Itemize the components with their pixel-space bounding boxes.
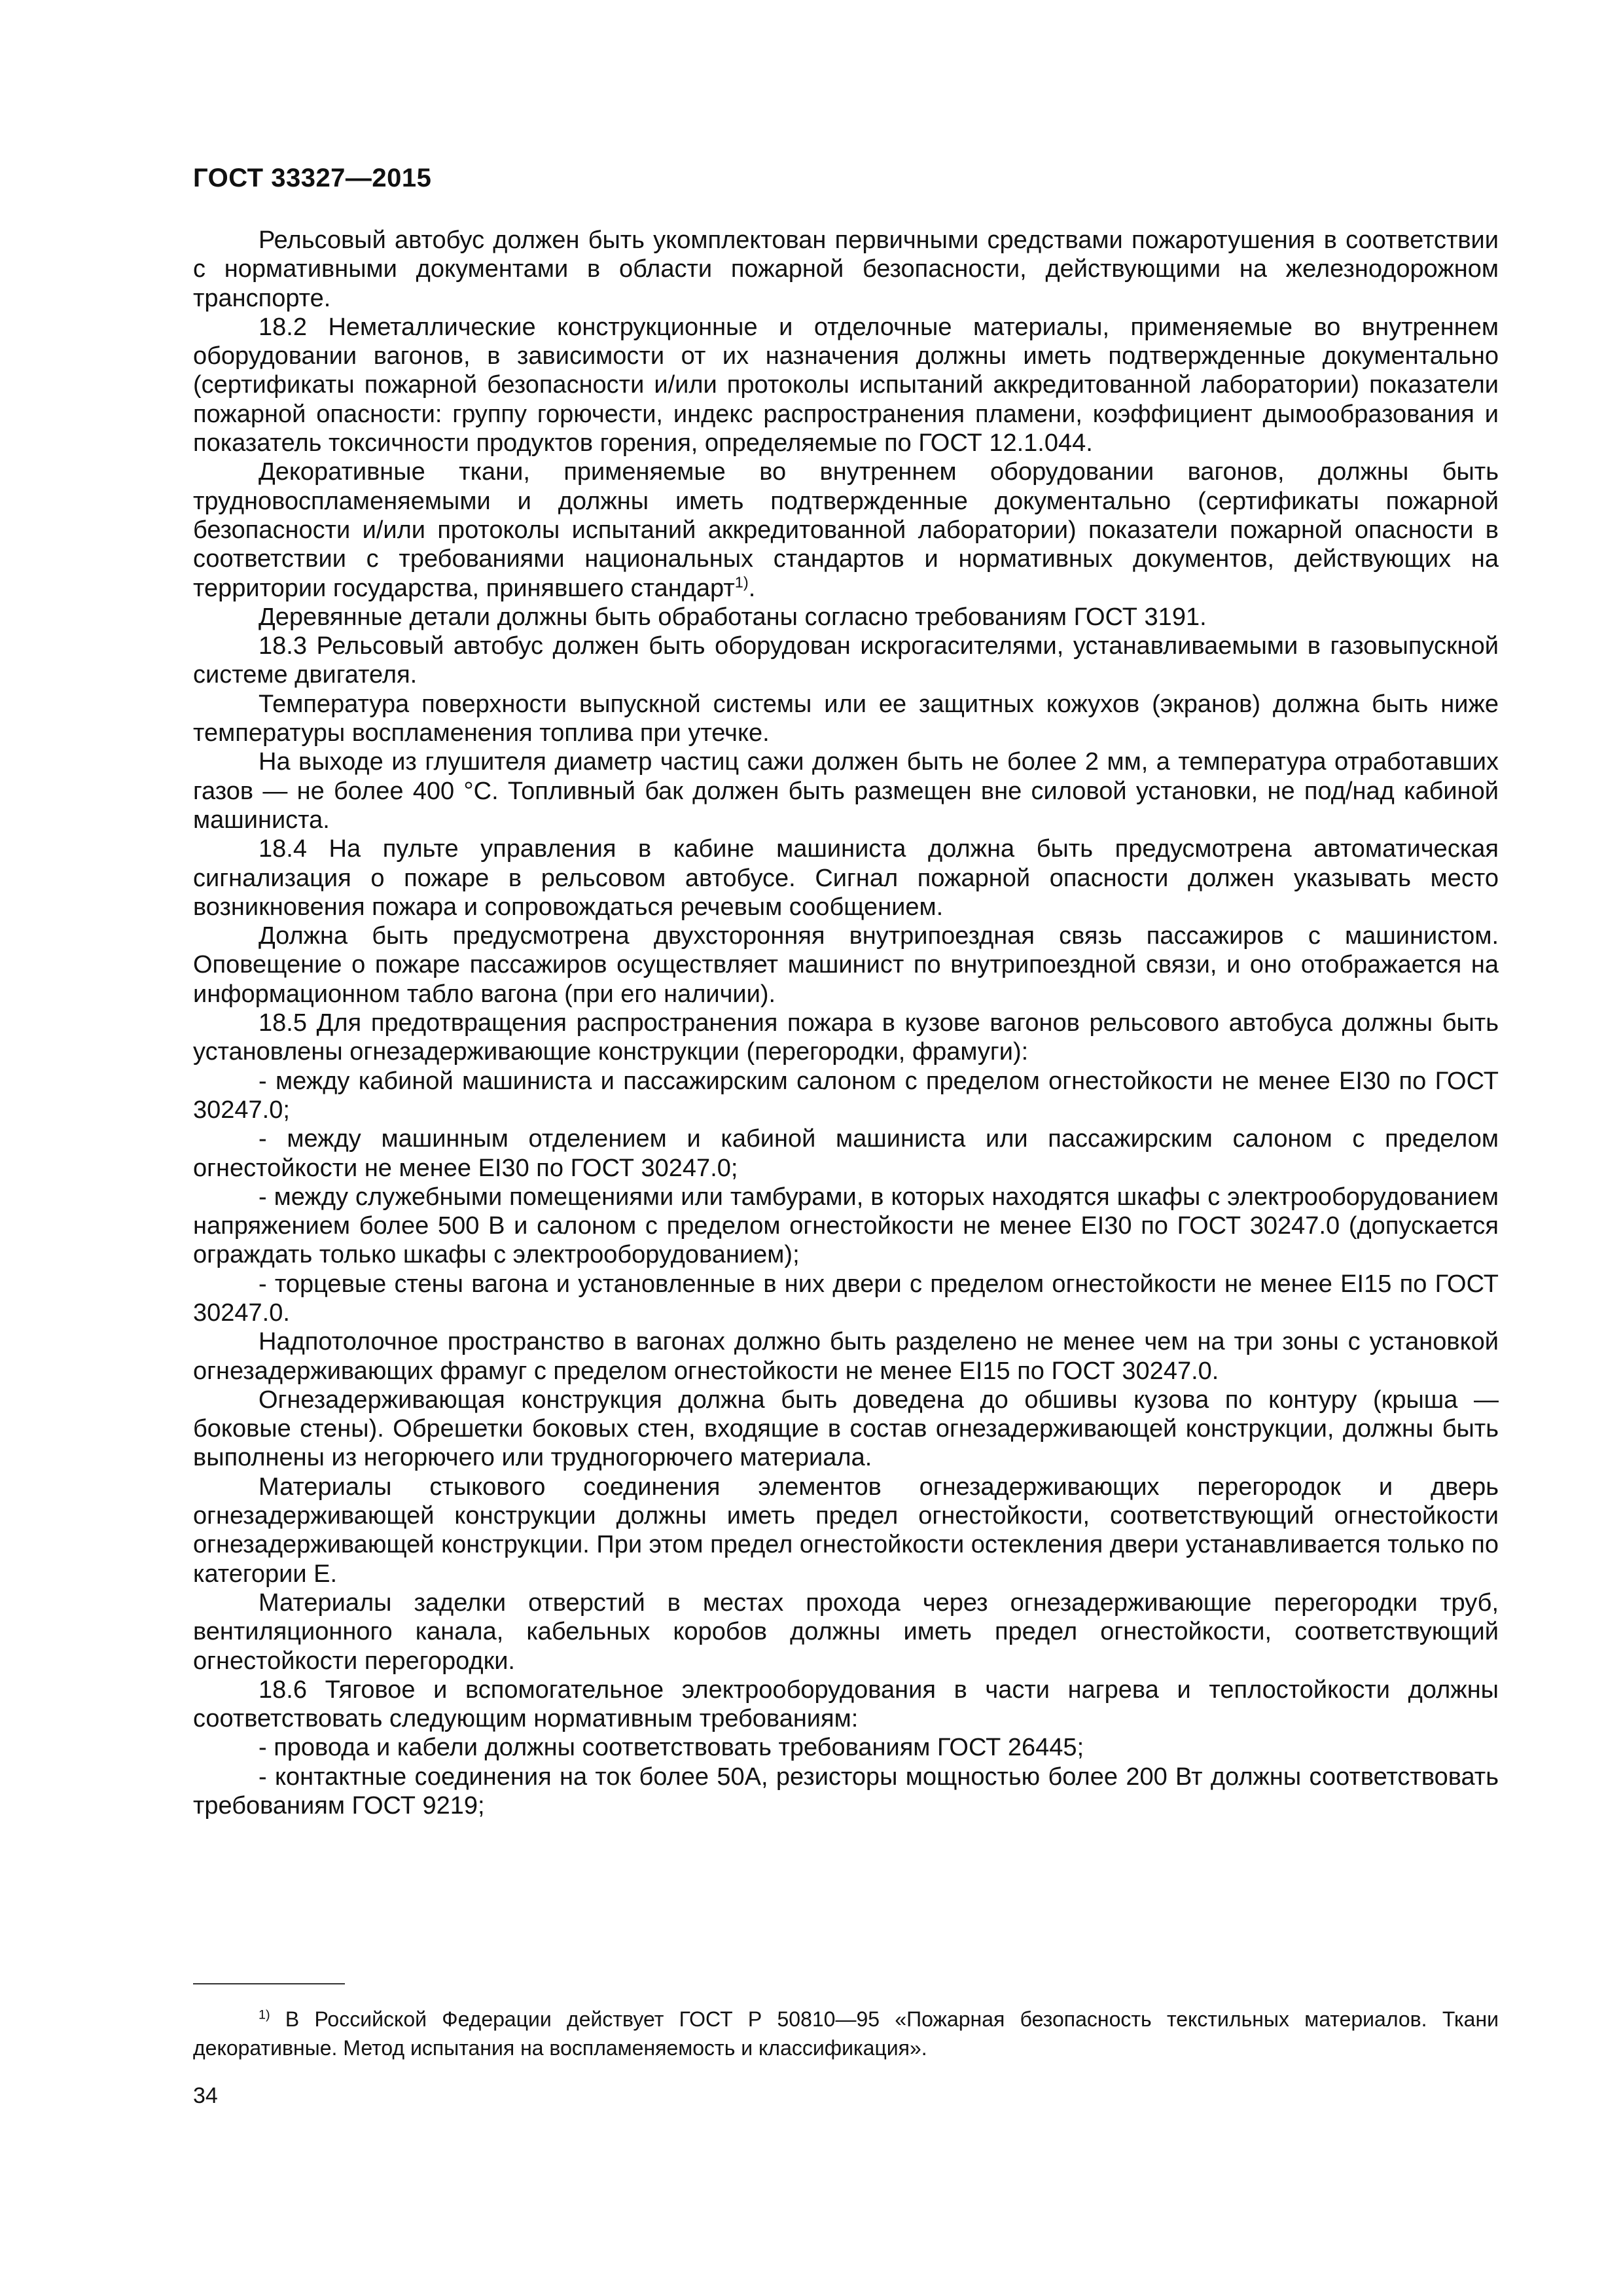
footnote-divider: [193, 1983, 345, 1984]
paragraph-18-6: 18.6 Тяговое и вспомогательное электрооборудования в части нагрева и теплостойкости должны соответствовать следующим нормативным требованиям:: [193, 1676, 1499, 1733]
paragraph-muffler: На выходе из глушителя диаметр частиц сажи должен быть не более 2 мм, а температура отработавших газов — не более 400 °С. Топливный бак должен быть размещен вне силовой установки, не под/над кабиной машиниста.: [193, 748, 1499, 834]
paragraph-fire-barrier: Огнезадерживающая конструкция должна быть доведена до обшивы кузова по контуру (крыша — боковые стены). Обрешетки боковых стен, входящие в состав огнезадерживающей конструкции, должны быть выполнены из негорючего или трудногорючего материала.: [193, 1386, 1499, 1472]
footnote-reference: 1): [734, 573, 749, 590]
list-item-wires-cables: - провода и кабели должны соответствовать требованиям ГОСТ 26445;: [259, 1734, 1084, 1762]
paragraph-decorative-fabrics-text: Декоративные ткани, применяемые во внутреннем оборудовании вагонов, должны быть трудновоспламеняемыми и должны иметь подтвержденные документально (сертификаты пожарной безопасности и/или протоколы испытаний аккредитованной лаборатории) показатели пожарной опасности в соответствии с требованиями национальных стандартов и нормативных документов, действующих на территории государства, принявшего стандарт: [193, 458, 1499, 602]
paragraph-18-5: 18.5 Для предотвращения распространения пожара в кузове вагонов рельсового автобуса должны быть установлены огнезадерживающие конструкции (перегородки, фрамуги):: [193, 1009, 1499, 1066]
paragraph-18-2: 18.2 Неметаллические конструкционные и отделочные материалы, применяемые во внутреннем оборудовании вагонов, в зависимости от их назначения должны иметь подтвержденные документально (сертификаты пожарной безопасности и/или протоколы испытаний аккредитованной лаборатории) показатели пожарной опасности: группу горючести, индекс распространения пламени, коэффициент дымообразования и показатель токсичности продуктов горения, определяемые по ГОСТ 12.1.044.: [193, 313, 1499, 457]
footnote-mark: 1): [259, 2007, 270, 2022]
paragraph-fire-extinguishers: Рельсовый автобус должен быть укомплектован первичными средствами пожаротушения в соответствии с нормативными документами в области пожарной безопасности, действующими на железнодорожном транспорте.: [193, 226, 1499, 312]
list-item-end-walls: - торцевые стены вагона и установленные в них двери с пределом огнестойкости не менее ЕI15 по ГОСТ 30247.0.: [193, 1270, 1499, 1327]
footnote-text: В Российской Федерации действует ГОСТ Р 50810—95 «Пожарная безопасность текстильных материалов. Ткани декоративные. Метод испытания на воспламеняемость и классификация».: [193, 2007, 1499, 2060]
page-number: 34: [193, 2083, 218, 2108]
paragraph-18-4: 18.4 На пульте управления в кабине машиниста должна быть предусмотрена автоматическая сигнализация о пожаре в рельсовом автобусе. Сигнал пожарной опасности должен указывать место возникновения пожара и сопровождаться речевым сообщением.: [193, 835, 1499, 921]
paragraph-decorative-fabrics: [193, 457, 1499, 602]
paragraph-intercom: Должна быть предусмотрена двухсторонняя внутрипоездная связь пассажиров с машинистом. Оповещение о пожаре пассажиров осуществляет машинист по внутрипоездной связи, и оно отображается на информационном табло вагона (при его наличии).: [193, 922, 1499, 1008]
paragraph-ceiling-space: Надпотолочное пространство в вагонах должно быть разделено не менее чем на три зоны с установкой огнезадерживающих фрамуг с пределом огнестойкости не менее ЕI15 по ГОСТ 30247.0.: [193, 1328, 1499, 1385]
footnote: [193, 2005, 1499, 2062]
list-item-service-rooms: - между служебными помещениями или тамбурами, в которых находятся шкафы с электрооборудованием напряжением более 500 В и салоном с пределом огнестойкости не менее ЕI30 по ГОСТ 30247.0 (допускается ограждать только шкафы с электрооборудованием);: [193, 1183, 1499, 1269]
paragraph-joint-materials: Материалы стыкового соединения элементов огнезадерживающих перегородок и дверь огнезадерживающей конструкции должны иметь предел огнестойкости, соответствующий огнестойкости огнезадерживающей конструкции. При этом предел огнестойкости остекления двери устанавливается только по категории Е.: [193, 1473, 1499, 1588]
footnote-paragraph: [193, 2005, 1499, 2062]
paragraph-exhaust-temperature: Температура поверхности выпускной системы или ее защитных кожухов (экранов) должна быть ниже температуры воспламенения топлива при утечке.: [193, 690, 1499, 747]
standard-header: ГОСТ 33327—2015: [193, 164, 432, 192]
list-item-engine-room: - между машинным отделением и кабиной машиниста или пассажирским салоном с пределом огнестойкости не менее ЕI30 по ГОСТ 30247.0;: [193, 1125, 1499, 1182]
list-item-cabin-salon: - между кабиной машиниста и пассажирским салоном с пределом огнестойкости не менее ЕI30 по ГОСТ 30247.0;: [193, 1067, 1499, 1124]
body-text: [193, 226, 1499, 1820]
list-item-contact-connections: - контактные соединения на ток более 50А, резисторы мощностью более 200 Вт должны соответствовать требованиям ГОСТ 9219;: [193, 1763, 1499, 1820]
footnote-reference-tail: .: [748, 574, 756, 602]
paragraph-wooden-parts: Деревянные детали должны быть обработаны согласно требованиям ГОСТ 3191.: [259, 603, 1207, 631]
paragraph-18-3: 18.3 Рельсовый автобус должен быть оборудован искрогасителями, устанавливаемыми в газовыпускной системе двигателя.: [193, 632, 1499, 689]
paragraph-sealing-materials: Материалы заделки отверстий в местах прохода через огнезадерживающие перегородки труб, вентиляционного канала, кабельных коробов должны иметь предел огнестойкости, соответствующий огнестойкости перегородки.: [193, 1588, 1499, 1675]
